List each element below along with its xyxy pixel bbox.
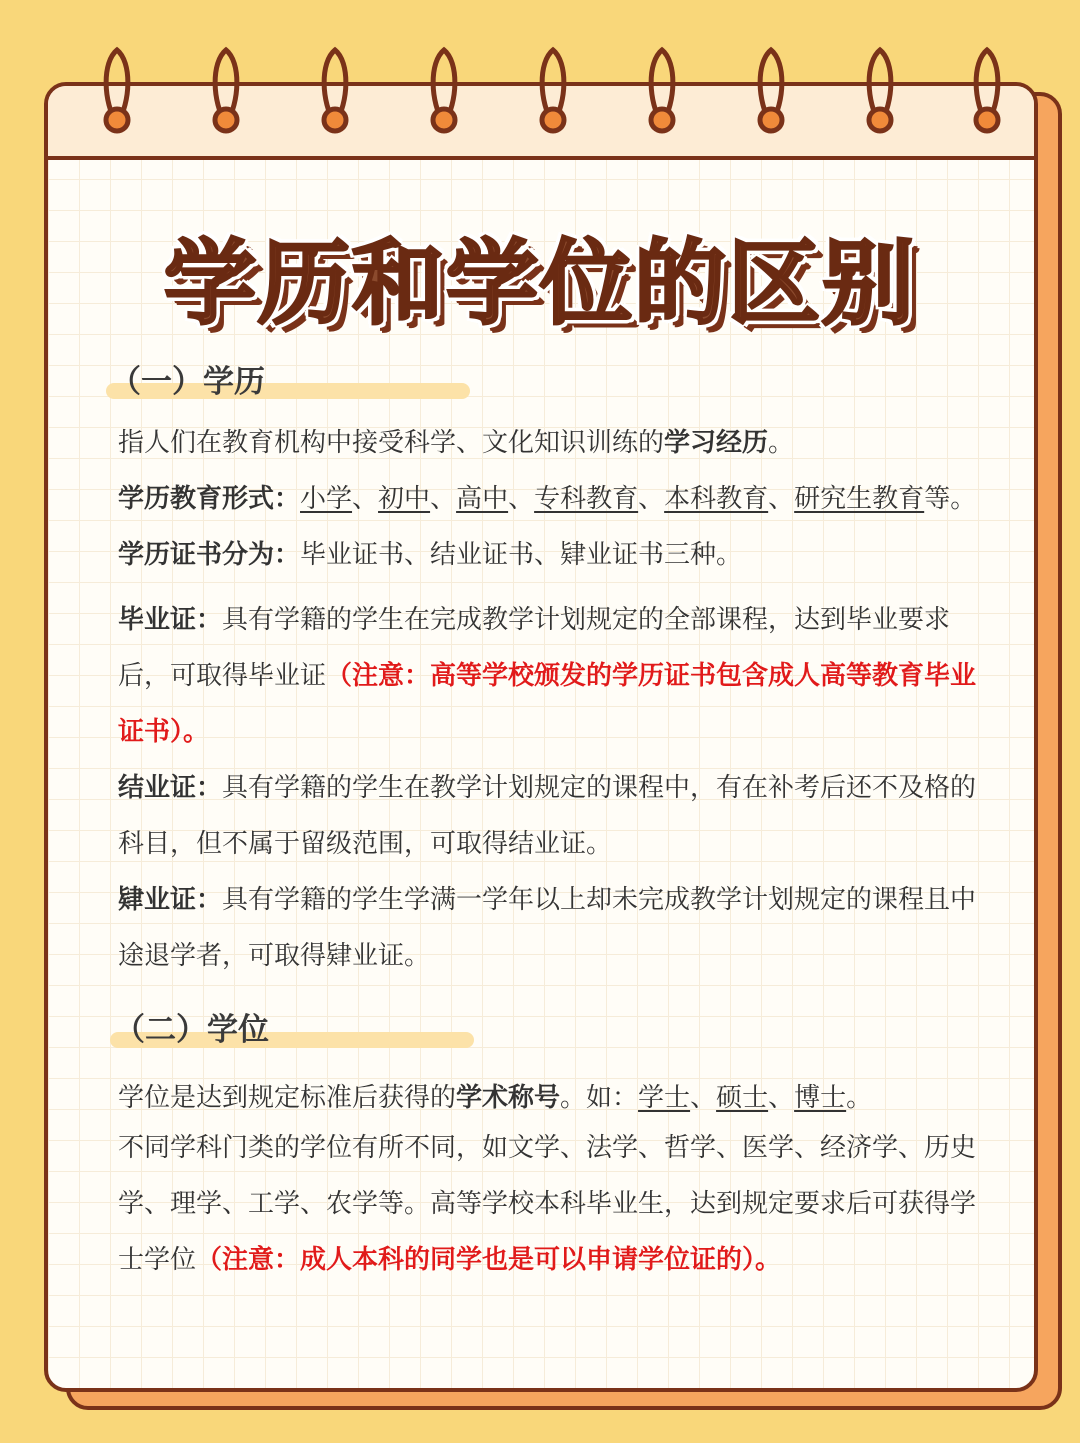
completion-certificate: 结业证：具有学籍的学生在教学计划规定的课程中，有在补考后还不及格的科目，但不属于留级范围，可取得结业证。 [118,773,977,859]
form-item: 高中 [456,484,509,514]
note-text: （注意：成人本科的同学也是可以申请学位证的）。 [196,1245,782,1275]
degree-definition: 学位是达到规定标准后获得的学术称号。如：学士、硕士、博士。 [118,1083,873,1113]
spiral-ring-icon [643,42,681,142]
form-item: 小学 [300,484,353,514]
form-item: 专科教育 [534,484,639,514]
note-text: （注意：高等学校颁发的学历证书包含成人高等教育毕业证书）。 [118,661,977,747]
non-completion-certificate: 肄业证：具有学籍的学生学满一学年以上却未完成教学计划规定的课程且中途退学者，可取得肄业证。 [118,885,977,971]
degree-item: 硕士 [716,1083,769,1113]
spiral-ring-icon [207,42,245,142]
education-forms: 学历教育形式：小学、初中、高中、专科教育、本科教育、研究生教育等。 [118,484,977,514]
education-definition: 指人们在教育机构中接受科学、文化知识训练的学习经历。 [118,428,795,458]
section-heading-degree: （二）学位 [114,1012,269,1048]
degree-detail: 不同学科门类的学位有所不同，如文学、法学、哲学、医学、经济学、历史学、理学、工学、农学等。高等学校本科毕业生，达到规定要求后可获得学士学位（注意：成人本科的同学也是可以申请学位证的）。 [118,1133,977,1275]
degree-item: 博士 [794,1083,847,1113]
form-item: 本科教育 [664,484,769,514]
spiral-ring-icon [316,42,354,142]
spiral-ring-icon [98,42,136,142]
form-item: 研究生教育 [794,484,925,514]
degree-content [118,1078,990,1288]
spiral-ring-icon [968,42,1006,142]
page-title: 学历和学位的区别 [163,230,916,337]
section-heading-education: （一）学历 [110,364,265,400]
graduation-certificate: 毕业证：具有学籍的学生在完成教学计划规定的全部课程，达到毕业要求后，可取得毕业证（注意：高等学校颁发的学历证书包含成人高等教育毕业证书）。 [118,605,977,747]
spiral-ring-icon [425,42,463,142]
education-content [118,424,990,984]
degree-item: 学士 [638,1083,691,1113]
spiral-ring-icon [534,42,572,142]
spiral-ring-icon [752,42,790,142]
certificate-types: 学历证书分为：毕业证书、结业证书、肄业证书三种。 [118,540,743,570]
form-item: 初中 [378,484,431,514]
spiral-ring-icon [861,42,899,142]
